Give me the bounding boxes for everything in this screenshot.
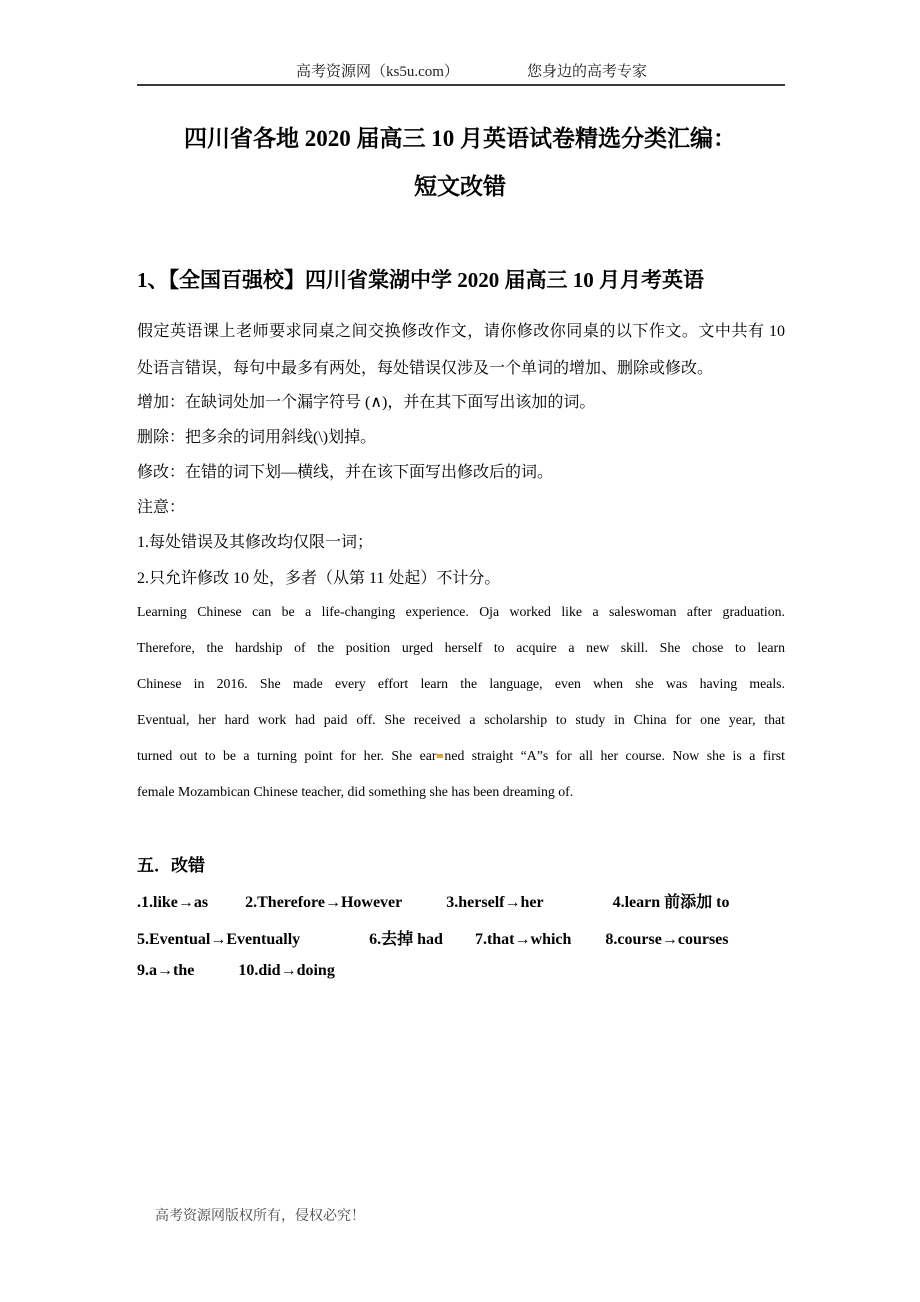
passage-line3: Chinese in 2016. She made every effort learn the language, even when she was having meals. xyxy=(137,676,785,691)
header-rule xyxy=(137,84,785,86)
section-heading: 1、【全国百强校】四川省棠湖中学 2020 届高三 10 月月考英语 xyxy=(137,268,704,292)
answer-item-9: 9.a→the xyxy=(137,962,195,979)
instructions-note1: 1.每处错误及其修改均仅限一词； xyxy=(137,534,374,551)
passage-line1: Learning Chinese can be a life-changing experience. Oja worked like a saleswoman after graduation. xyxy=(137,604,785,619)
instructions-note-label: 注意： xyxy=(137,499,186,516)
instructions-modify-rule: 修改：在错的词下划—横线，并在该下面写出修改后的词。 xyxy=(137,464,554,481)
answer-item-10: 10.did→doing xyxy=(238,962,335,979)
answer-item-1: .1.like→as xyxy=(137,894,209,911)
instructions-delete-rule: 删除：把多余的词用斜线(\)划掉。 xyxy=(137,429,377,446)
passage-line6: female Mozambican Chinese teacher, did something she has been dreaming of. xyxy=(137,784,574,799)
passage-line5 xyxy=(137,748,785,774)
instructions-intro-line2: 处语言错误，每句中最多有两处，每处错误仅涉及一个单词的增加、删除或修改。 xyxy=(137,360,714,377)
header-site-name: 高考资源网（ks5u.com） xyxy=(296,64,459,80)
answer-item-7: 7.that→which xyxy=(474,931,572,948)
highlight-mark xyxy=(437,754,443,758)
instructions-add-rule: 增加：在缺词处加一个漏字符号 (∧)，并在其下面写出该加的词。 xyxy=(137,394,596,411)
answers-row-2 xyxy=(137,926,837,949)
answer-item-3: 3.herself→her xyxy=(446,894,544,911)
answer-item-4: 4.learn 前添加 to xyxy=(612,894,730,911)
answer-item-5: 5.Eventual→Eventually xyxy=(137,931,301,948)
passage-line5-post: ned straight “A”s for all her course. Now she is a first xyxy=(444,748,785,763)
document-title-line1: 四川省各地 2020 届高三 10 月英语试卷精选分类汇编： xyxy=(184,126,736,151)
answers-row-3 xyxy=(137,962,837,980)
answers-row-1 xyxy=(137,889,837,912)
instructions-note2: 2.只允许修改 10 处，多者（从第 11 处起）不计分。 xyxy=(137,570,501,587)
header-slogan: 您身边的高考专家 xyxy=(527,64,648,80)
passage-line2: Therefore, the hardship of the position urged herself to acquire a new skill. She chose to learn xyxy=(137,640,785,655)
answer-item-8: 8.course→courses xyxy=(605,931,729,948)
answer-item-6: 6.去掉 had xyxy=(369,931,443,948)
answer-item-2: 2.Therefore→However xyxy=(245,894,403,911)
passage-line4: Eventual, her hard work had paid off. She received a scholarship to study in China for one year, that xyxy=(137,712,785,727)
footer-copyright: 高考资源网版权所有，侵权必究！ xyxy=(155,1209,365,1224)
document-title-line2: 短文改错 xyxy=(414,174,506,199)
passage-line5-pre: turned out to be a turning point for her. She ear xyxy=(137,748,437,763)
answers-heading: 五．改错 xyxy=(137,856,205,875)
instructions-intro-line1: 假定英语课上老师要求同桌之间交换修改作文，请你修改你同桌的以下作文。文中共有 10 xyxy=(137,323,785,340)
